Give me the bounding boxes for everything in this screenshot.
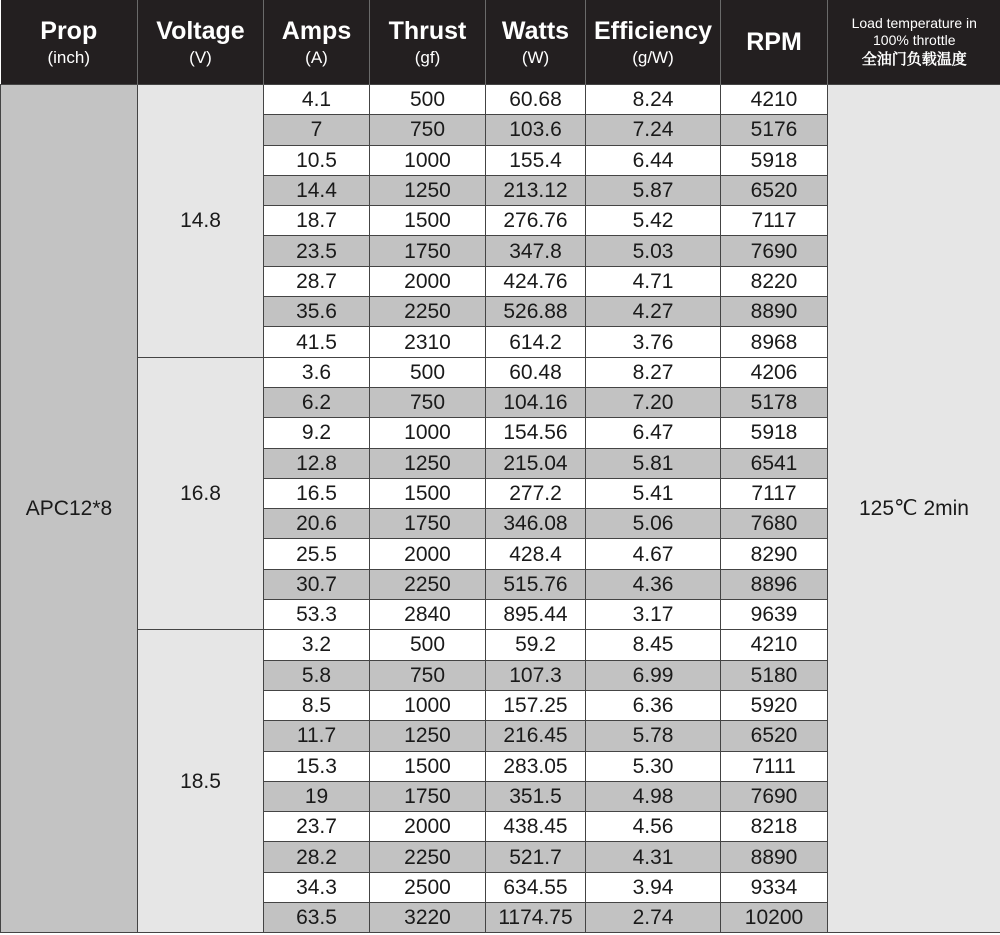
efficiency-header-label: Efficiency [593, 16, 713, 45]
thrust-cell: 2840 [370, 600, 486, 630]
watts-cell: 216.45 [486, 721, 586, 751]
watts-cell: 213.12 [486, 175, 586, 205]
thrust-cell: 750 [370, 387, 486, 417]
thrust-cell: 1750 [370, 236, 486, 266]
rpm-cell: 6520 [721, 721, 828, 751]
efficiency-cell: 7.20 [586, 387, 721, 417]
watts-cell: 424.76 [486, 266, 586, 296]
watts-header [486, 0, 586, 85]
amps-header-unit: (A) [305, 47, 328, 67]
rpm-cell: 4210 [721, 85, 828, 115]
voltage-cell: 14.8 [138, 85, 264, 358]
thrust-cell: 2250 [370, 842, 486, 872]
amps-header-label: Amps [281, 16, 352, 45]
rpm-cell: 4206 [721, 357, 828, 387]
rpm-cell: 6520 [721, 175, 828, 205]
rpm-cell: 7111 [721, 751, 828, 781]
watts-cell: 60.48 [486, 357, 586, 387]
amps-cell: 19 [264, 781, 370, 811]
watts-cell: 526.88 [486, 297, 586, 327]
thrust-cell: 2310 [370, 327, 486, 357]
voltage-header [138, 0, 264, 85]
efficiency-cell: 8.27 [586, 357, 721, 387]
rpm-header-label: RPM [746, 27, 802, 56]
efficiency-cell: 5.87 [586, 175, 721, 205]
amps-cell: 6.2 [264, 387, 370, 417]
thrust-header [370, 0, 486, 85]
rpm-cell: 8890 [721, 297, 828, 327]
watts-cell: 154.56 [486, 418, 586, 448]
thrust-cell: 1250 [370, 448, 486, 478]
amps-cell: 35.6 [264, 297, 370, 327]
amps-cell: 53.3 [264, 600, 370, 630]
watts-cell: 438.45 [486, 812, 586, 842]
efficiency-cell: 2.74 [586, 903, 721, 933]
amps-cell: 28.7 [264, 266, 370, 296]
amps-cell: 8.5 [264, 690, 370, 720]
voltage-cell: 18.5 [138, 630, 264, 933]
watts-cell: 215.04 [486, 448, 586, 478]
rpm-cell: 6541 [721, 448, 828, 478]
watts-cell: 157.25 [486, 690, 586, 720]
watts-cell: 155.4 [486, 145, 586, 175]
rpm-cell: 9639 [721, 600, 828, 630]
watts-cell: 351.5 [486, 781, 586, 811]
efficiency-cell: 3.76 [586, 327, 721, 357]
thrust-cell: 1000 [370, 145, 486, 175]
rpm-cell: 7680 [721, 509, 828, 539]
rpm-cell: 8220 [721, 266, 828, 296]
rpm-cell: 9334 [721, 872, 828, 902]
thrust-cell: 1750 [370, 781, 486, 811]
thrust-cell: 2000 [370, 266, 486, 296]
efficiency-cell: 4.36 [586, 569, 721, 599]
watts-cell: 515.76 [486, 569, 586, 599]
amps-cell: 11.7 [264, 721, 370, 751]
rpm-cell: 5180 [721, 660, 828, 690]
watts-cell: 521.7 [486, 842, 586, 872]
thrust-cell: 2000 [370, 539, 486, 569]
thrust-cell: 1000 [370, 690, 486, 720]
efficiency-cell: 7.24 [586, 115, 721, 145]
efficiency-cell: 6.44 [586, 145, 721, 175]
watts-cell: 634.55 [486, 872, 586, 902]
rpm-cell: 5178 [721, 387, 828, 417]
voltage-header-label: Voltage [156, 16, 245, 45]
watts-cell: 107.3 [486, 660, 586, 690]
efficiency-cell: 4.56 [586, 812, 721, 842]
efficiency-cell: 6.47 [586, 418, 721, 448]
efficiency-cell: 5.78 [586, 721, 721, 751]
temperature-header-line1: Load temperature in [851, 15, 977, 32]
rpm-header [721, 0, 828, 85]
watts-cell: 1174.75 [486, 903, 586, 933]
efficiency-cell: 8.24 [586, 85, 721, 115]
thrust-cell: 500 [370, 357, 486, 387]
thrust-cell: 2250 [370, 569, 486, 599]
thrust-cell: 1500 [370, 478, 486, 508]
amps-cell: 34.3 [264, 872, 370, 902]
efficiency-cell: 3.94 [586, 872, 721, 902]
thrust-cell: 2500 [370, 872, 486, 902]
table-row [1, 85, 1000, 115]
efficiency-header [586, 0, 721, 85]
thrust-cell: 1500 [370, 206, 486, 236]
efficiency-cell: 8.45 [586, 630, 721, 660]
efficiency-cell: 4.98 [586, 781, 721, 811]
header-row [1, 0, 1000, 85]
watts-header-label: Watts [501, 16, 570, 45]
thrust-cell: 2250 [370, 297, 486, 327]
rpm-cell: 7117 [721, 206, 828, 236]
watts-cell: 895.44 [486, 600, 586, 630]
watts-cell: 428.4 [486, 539, 586, 569]
efficiency-cell: 4.27 [586, 297, 721, 327]
rpm-cell: 7690 [721, 781, 828, 811]
amps-cell: 10.5 [264, 145, 370, 175]
watts-cell: 347.8 [486, 236, 586, 266]
efficiency-cell: 4.31 [586, 842, 721, 872]
amps-cell: 20.6 [264, 509, 370, 539]
thrust-cell: 1000 [370, 418, 486, 448]
rpm-cell: 5920 [721, 690, 828, 720]
amps-cell: 3.6 [264, 357, 370, 387]
thrust-cell: 1250 [370, 175, 486, 205]
watts-header-unit: (W) [521, 47, 550, 67]
thrust-cell: 3220 [370, 903, 486, 933]
efficiency-header-unit: (g/W) [632, 47, 674, 67]
amps-cell: 12.8 [264, 448, 370, 478]
prop-header-unit: (inch) [47, 47, 90, 67]
thrust-cell: 2000 [370, 812, 486, 842]
watts-cell: 103.6 [486, 115, 586, 145]
watts-cell: 277.2 [486, 478, 586, 508]
watts-cell: 614.2 [486, 327, 586, 357]
thrust-cell: 1750 [370, 509, 486, 539]
temperature-header [828, 0, 1000, 85]
efficiency-cell: 3.17 [586, 600, 721, 630]
rpm-cell: 7690 [721, 236, 828, 266]
rpm-cell: 8968 [721, 327, 828, 357]
efficiency-cell: 4.67 [586, 539, 721, 569]
efficiency-cell: 5.30 [586, 751, 721, 781]
amps-cell: 25.5 [264, 539, 370, 569]
watts-cell: 104.16 [486, 387, 586, 417]
amps-cell: 5.8 [264, 660, 370, 690]
thrust-cell: 500 [370, 630, 486, 660]
rpm-cell: 10200 [721, 903, 828, 933]
amps-cell: 14.4 [264, 175, 370, 205]
voltage-header-unit: (V) [189, 47, 212, 67]
amps-cell: 23.7 [264, 812, 370, 842]
rpm-cell: 4210 [721, 630, 828, 660]
amps-cell: 9.2 [264, 418, 370, 448]
efficiency-cell: 6.36 [586, 690, 721, 720]
rpm-cell: 5918 [721, 418, 828, 448]
thrust-header-unit: (gf) [414, 47, 441, 67]
rpm-cell: 8890 [721, 842, 828, 872]
watts-cell: 346.08 [486, 509, 586, 539]
thrust-cell: 1250 [370, 721, 486, 751]
efficiency-cell: 5.41 [586, 478, 721, 508]
efficiency-cell: 5.42 [586, 206, 721, 236]
thrust-cell: 1500 [370, 751, 486, 781]
prop-header-label: Prop [40, 16, 98, 45]
amps-cell: 15.3 [264, 751, 370, 781]
amps-cell: 7 [264, 115, 370, 145]
watts-cell: 60.68 [486, 85, 586, 115]
amps-header [264, 0, 370, 85]
amps-cell: 16.5 [264, 478, 370, 508]
temperature-cell: 125℃ 2min [828, 85, 1000, 933]
thrust-cell: 750 [370, 660, 486, 690]
amps-cell: 28.2 [264, 842, 370, 872]
rpm-cell: 8896 [721, 569, 828, 599]
watts-cell: 276.76 [486, 206, 586, 236]
watts-cell: 59.2 [486, 630, 586, 660]
temperature-header-line2: 100% throttle [873, 32, 956, 49]
voltage-cell: 16.8 [138, 357, 264, 630]
efficiency-cell: 5.03 [586, 236, 721, 266]
thrust-cell: 500 [370, 85, 486, 115]
amps-cell: 18.7 [264, 206, 370, 236]
temperature-header-chinese: 全油门负载温度 [861, 51, 967, 69]
efficiency-cell: 5.81 [586, 448, 721, 478]
amps-cell: 23.5 [264, 236, 370, 266]
table-body [1, 85, 1000, 933]
amps-cell: 63.5 [264, 903, 370, 933]
efficiency-cell: 6.99 [586, 660, 721, 690]
amps-cell: 41.5 [264, 327, 370, 357]
amps-cell: 3.2 [264, 630, 370, 660]
amps-cell: 4.1 [264, 85, 370, 115]
thrust-header-label: Thrust [388, 16, 467, 45]
prop-cell: APC12*8 [1, 85, 138, 933]
rpm-cell: 8290 [721, 539, 828, 569]
efficiency-cell: 5.06 [586, 509, 721, 539]
efficiency-cell: 4.71 [586, 266, 721, 296]
prop-header [1, 0, 138, 85]
rpm-cell: 7117 [721, 478, 828, 508]
rpm-cell: 5918 [721, 145, 828, 175]
thrust-cell: 750 [370, 115, 486, 145]
watts-cell: 283.05 [486, 751, 586, 781]
amps-cell: 30.7 [264, 569, 370, 599]
rpm-cell: 5176 [721, 115, 828, 145]
rpm-cell: 8218 [721, 812, 828, 842]
